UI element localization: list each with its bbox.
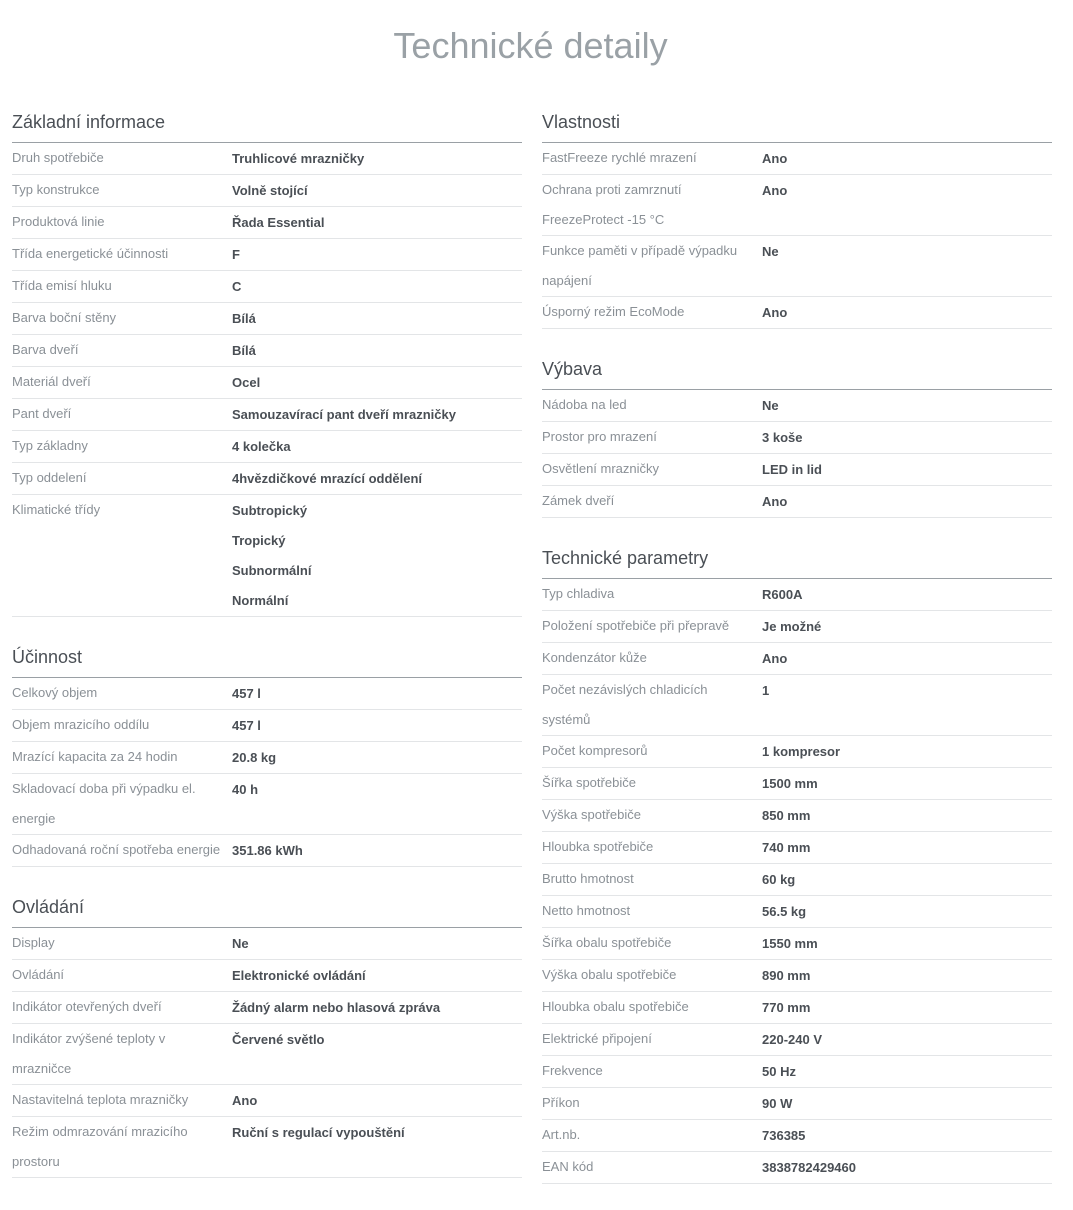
- spec-value: [762, 421, 1052, 453]
- spec-value-item: 740 mm: [762, 840, 811, 855]
- section-title: Výbava: [542, 355, 1052, 390]
- spec-value: [232, 398, 522, 430]
- spec-row: [12, 335, 522, 367]
- spec-value: [232, 366, 522, 398]
- spec-value: [232, 142, 522, 174]
- spec-value-item: Elektronické ovládání: [232, 968, 366, 983]
- spec-row: [12, 271, 522, 303]
- spec-value: [232, 174, 522, 206]
- spec-value-item: Ocel: [232, 375, 261, 390]
- spec-value-item: Truhlicové mrazničky: [232, 151, 365, 166]
- spec-row: [542, 1120, 1052, 1152]
- spec-label: Nádoba na led: [542, 397, 627, 412]
- spec-value: [762, 453, 1052, 485]
- spec-label: Zámek dveří: [542, 493, 615, 508]
- spec-label: Mrazící kapacita za 24 hodin: [12, 749, 178, 764]
- spec-label: Funkce paměti v případě výpadku napájení: [542, 243, 738, 288]
- spec-value: [762, 578, 1052, 610]
- spec-value-item: Žádný alarm nebo hlasová zpráva: [232, 1000, 441, 1015]
- spec-value: [762, 485, 1052, 517]
- spec-value: [232, 430, 522, 462]
- spec-row: [542, 675, 1052, 736]
- spec-value-item: Bílá: [232, 311, 256, 326]
- spec-row: [542, 297, 1052, 329]
- right-column: [542, 108, 1052, 1210]
- spec-label: Šířka spotřebiče: [542, 775, 636, 790]
- spec-value: [762, 735, 1052, 767]
- spec-value: [232, 462, 522, 494]
- spec-value-item: 90 W: [762, 1096, 793, 1111]
- spec-row: [542, 579, 1052, 611]
- spec-value-item: 220-240 V: [762, 1032, 822, 1047]
- spec-value-item: 457 l: [232, 718, 261, 733]
- spec-value-item: F: [232, 247, 240, 262]
- spec-row: [12, 835, 522, 867]
- spec-row: [12, 143, 522, 175]
- spec-label: Objem mrazicího oddílu: [12, 717, 150, 732]
- spec-row: [542, 486, 1052, 518]
- spec-value-item: Červené světlo: [232, 1032, 325, 1047]
- spec-label: Úsporný režim EcoMode: [542, 304, 685, 319]
- spec-value: [762, 235, 1052, 296]
- spec-label: Typ oddelení: [12, 470, 87, 485]
- section-title: Vlastnosti: [542, 108, 1052, 143]
- spec-value-item: Ruční s regulací vypouštění: [232, 1125, 405, 1140]
- spec-row: [12, 1024, 522, 1085]
- spec-value-item: R600A: [762, 587, 803, 602]
- spec-label: Skladovací doba při výpadku el. energie: [12, 781, 196, 826]
- spec-value: [762, 959, 1052, 991]
- spec-value-item: Řada Essential: [232, 215, 325, 230]
- spec-value: [762, 799, 1052, 831]
- spec-row: [12, 431, 522, 463]
- section-zakladni-informace: [12, 108, 522, 617]
- spec-label: Třída energetické účinnosti: [12, 246, 169, 261]
- spec-value-item: C: [232, 279, 242, 294]
- spec-label: Počet kompresorů: [542, 743, 648, 758]
- spec-value: [762, 296, 1052, 328]
- spec-label: Výška obalu spotřebiče: [542, 967, 677, 982]
- spec-label: Počet nezávislých chladicích systémů: [542, 682, 708, 727]
- spec-row: [542, 832, 1052, 864]
- spec-value-item: 4 kolečka: [232, 439, 291, 454]
- spec-row: [12, 239, 522, 271]
- spec-row: [542, 736, 1052, 768]
- spec-value: [762, 1087, 1052, 1119]
- spec-row: [542, 1152, 1052, 1184]
- spec-row: [12, 463, 522, 495]
- spec-label: Brutto hmotnost: [542, 871, 634, 886]
- spec-value: [232, 741, 522, 773]
- spec-row: [542, 1056, 1052, 1088]
- spec-value-item: 736385: [762, 1128, 806, 1143]
- spec-label: Elektrické připojení: [542, 1031, 652, 1046]
- section-ovladani: [12, 893, 522, 1178]
- spec-value-item: Ano: [762, 183, 788, 198]
- spec-value: [232, 959, 522, 991]
- spec-value: [762, 991, 1052, 1023]
- spec-row: [542, 928, 1052, 960]
- spec-label: Odhadovaná roční spotřeba energie: [12, 842, 221, 857]
- spec-row: [542, 236, 1052, 297]
- spec-value-item: Normální: [232, 593, 289, 608]
- section-title: Ovládání: [12, 893, 522, 928]
- spec-label: Hloubka spotřebiče: [542, 839, 654, 854]
- spec-value-item: 850 mm: [762, 808, 811, 823]
- spec-value: [232, 494, 522, 616]
- spec-row: [12, 367, 522, 399]
- spec-value-item: Je možné: [762, 619, 822, 634]
- spec-label: Typ chladiva: [542, 586, 615, 601]
- spec-row: [12, 1117, 522, 1178]
- spec-label: Klimatické třídy: [12, 502, 101, 517]
- spec-label: Hloubka obalu spotřebiče: [542, 999, 689, 1014]
- spec-value-item: 457 l: [232, 686, 261, 701]
- spec-label: Netto hmotnost: [542, 903, 631, 918]
- spec-row: [542, 390, 1052, 422]
- spec-value: [762, 389, 1052, 421]
- spec-value: [762, 1151, 1052, 1183]
- spec-label: Frekvence: [542, 1063, 603, 1078]
- spec-label: Barva boční stěny: [12, 310, 117, 325]
- spec-row: [542, 960, 1052, 992]
- section-ucinnost: [12, 643, 522, 867]
- spec-value-item: 890 mm: [762, 968, 811, 983]
- spec-value: [762, 831, 1052, 863]
- spec-row: [12, 742, 522, 774]
- spec-row: [12, 928, 522, 960]
- spec-value: [232, 206, 522, 238]
- spec-label: Pant dveří: [12, 406, 72, 421]
- spec-row: [542, 992, 1052, 1024]
- section-title: Účinnost: [12, 643, 522, 678]
- spec-label: Indikátor otevřených dveří: [12, 999, 162, 1014]
- spec-row: [542, 896, 1052, 928]
- spec-label: EAN kód: [542, 1159, 594, 1174]
- spec-row: [542, 1088, 1052, 1120]
- spec-label: Materiál dveří: [12, 374, 91, 389]
- spec-value-item: Subnormální: [232, 563, 312, 578]
- spec-label: Prostor pro mrazení: [542, 429, 657, 444]
- section-title: Technické parametry: [542, 544, 1052, 579]
- spec-row: [12, 992, 522, 1024]
- spec-value-item: 1 kompresor: [762, 744, 841, 759]
- spec-value: [232, 991, 522, 1023]
- spec-value: [232, 834, 522, 866]
- spec-value-item: Ano: [762, 651, 788, 666]
- spec-value: [762, 610, 1052, 642]
- spec-value: [762, 927, 1052, 959]
- spec-row: [542, 175, 1052, 236]
- spec-value: [762, 1023, 1052, 1055]
- spec-value-item: Ne: [762, 398, 779, 413]
- spec-value: [762, 895, 1052, 927]
- spec-value: [232, 773, 522, 834]
- section-vlastnosti: [542, 108, 1052, 329]
- spec-value: [232, 927, 522, 959]
- spec-value: [232, 302, 522, 334]
- spec-value: [232, 677, 522, 709]
- spec-label: Osvětlení mrazničky: [542, 461, 660, 476]
- spec-value-item: 20.8 kg: [232, 750, 277, 765]
- spec-row: [542, 800, 1052, 832]
- spec-value: [762, 1119, 1052, 1151]
- spec-row: [12, 399, 522, 431]
- spec-value-item: 1550 mm: [762, 936, 818, 951]
- spec-value-item: Ano: [762, 494, 788, 509]
- spec-value-item: 3 koše: [762, 430, 803, 445]
- spec-label: Nastavitelná teplota mrazničky: [12, 1092, 189, 1107]
- spec-label: Ochrana proti zamrznutí FreezeProtect -15 °C: [542, 182, 682, 227]
- section-technicke-parametry: [542, 544, 1052, 1184]
- spec-row: [542, 1024, 1052, 1056]
- spec-label: Display: [12, 935, 55, 950]
- spec-value: [232, 1116, 522, 1177]
- spec-row: [542, 864, 1052, 896]
- spec-row: [542, 768, 1052, 800]
- spec-label: Ovládání: [12, 967, 65, 982]
- spec-label: Příkon: [542, 1095, 580, 1110]
- spec-value-item: Ne: [762, 244, 779, 259]
- spec-value-item: 770 mm: [762, 1000, 811, 1015]
- spec-value-item: Ano: [762, 151, 788, 166]
- spec-value: [762, 674, 1052, 735]
- spec-value-item: 50 Hz: [762, 1064, 796, 1079]
- spec-value-item: Ano: [762, 305, 788, 320]
- spec-value: [232, 238, 522, 270]
- spec-row: [12, 175, 522, 207]
- spec-label: Třída emisí hluku: [12, 278, 112, 293]
- spec-value: [762, 1055, 1052, 1087]
- spec-value-item: 40 h: [232, 782, 259, 797]
- spec-label: Druh spotřebiče: [12, 150, 104, 165]
- spec-value-item: Samouzavírací pant dveří mrazničky: [232, 407, 456, 422]
- spec-row: [12, 774, 522, 835]
- spec-label: Barva dveří: [12, 342, 79, 357]
- spec-value-item: 4hvězdičkové mrazící oddělení: [232, 471, 423, 486]
- spec-row: [542, 454, 1052, 486]
- spec-label: Indikátor zvýšené teploty v mrazničce: [12, 1031, 166, 1076]
- section-vybava: [542, 355, 1052, 518]
- spec-label: Režim odmrazování mrazicího prostoru: [12, 1124, 188, 1169]
- spec-value-item: Ne: [232, 936, 249, 951]
- spec-value-item: 1: [762, 683, 770, 698]
- spec-value-item: 1500 mm: [762, 776, 818, 791]
- spec-label: Produktová linie: [12, 214, 105, 229]
- spec-value-item: Volně stojící: [232, 183, 308, 198]
- spec-value: [232, 1023, 522, 1084]
- spec-row: [12, 495, 522, 617]
- spec-value: [762, 174, 1052, 235]
- spec-value-item: 60 kg: [762, 872, 796, 887]
- spec-value-item: LED in lid: [762, 462, 822, 477]
- spec-label: Položení spotřebiče při přepravě: [542, 618, 730, 633]
- spec-label: Výška spotřebiče: [542, 807, 641, 822]
- spec-value: [762, 642, 1052, 674]
- spec-row: [12, 678, 522, 710]
- spec-value-item: 351.86 kWh: [232, 843, 303, 858]
- spec-value: [762, 142, 1052, 174]
- spec-row: [12, 303, 522, 335]
- spec-value: [762, 767, 1052, 799]
- spec-value-item: Bílá: [232, 343, 256, 358]
- spec-row: [542, 611, 1052, 643]
- spec-value-item: Subtropický: [232, 503, 308, 518]
- spec-row: [542, 643, 1052, 675]
- spec-label: Art.nb.: [542, 1127, 581, 1142]
- spec-row: [12, 1085, 522, 1117]
- spec-label: Celkový objem: [12, 685, 98, 700]
- spec-value: [232, 709, 522, 741]
- spec-value-item: 3838782429460: [762, 1160, 856, 1175]
- spec-value-item: Ano: [232, 1093, 258, 1108]
- left-column: [12, 108, 522, 1204]
- spec-label: Typ základny: [12, 438, 88, 453]
- spec-row: [12, 207, 522, 239]
- spec-value: [232, 270, 522, 302]
- spec-label: Typ konstrukce: [12, 182, 100, 197]
- page-title: Technické detaily: [393, 25, 668, 66]
- spec-value: [232, 1084, 522, 1116]
- spec-value: [762, 863, 1052, 895]
- spec-value: [232, 334, 522, 366]
- spec-value-item: Tropický: [232, 533, 286, 548]
- spec-row: [542, 422, 1052, 454]
- spec-row: [12, 960, 522, 992]
- section-title: Základní informace: [12, 108, 522, 143]
- spec-label: Kondenzátor kůže: [542, 650, 647, 665]
- spec-row: [542, 143, 1052, 175]
- spec-label: Šířka obalu spotřebiče: [542, 935, 672, 950]
- spec-value-item: 56.5 kg: [762, 904, 807, 919]
- spec-label: FastFreeze rychlé mrazení: [542, 150, 697, 165]
- spec-row: [12, 710, 522, 742]
